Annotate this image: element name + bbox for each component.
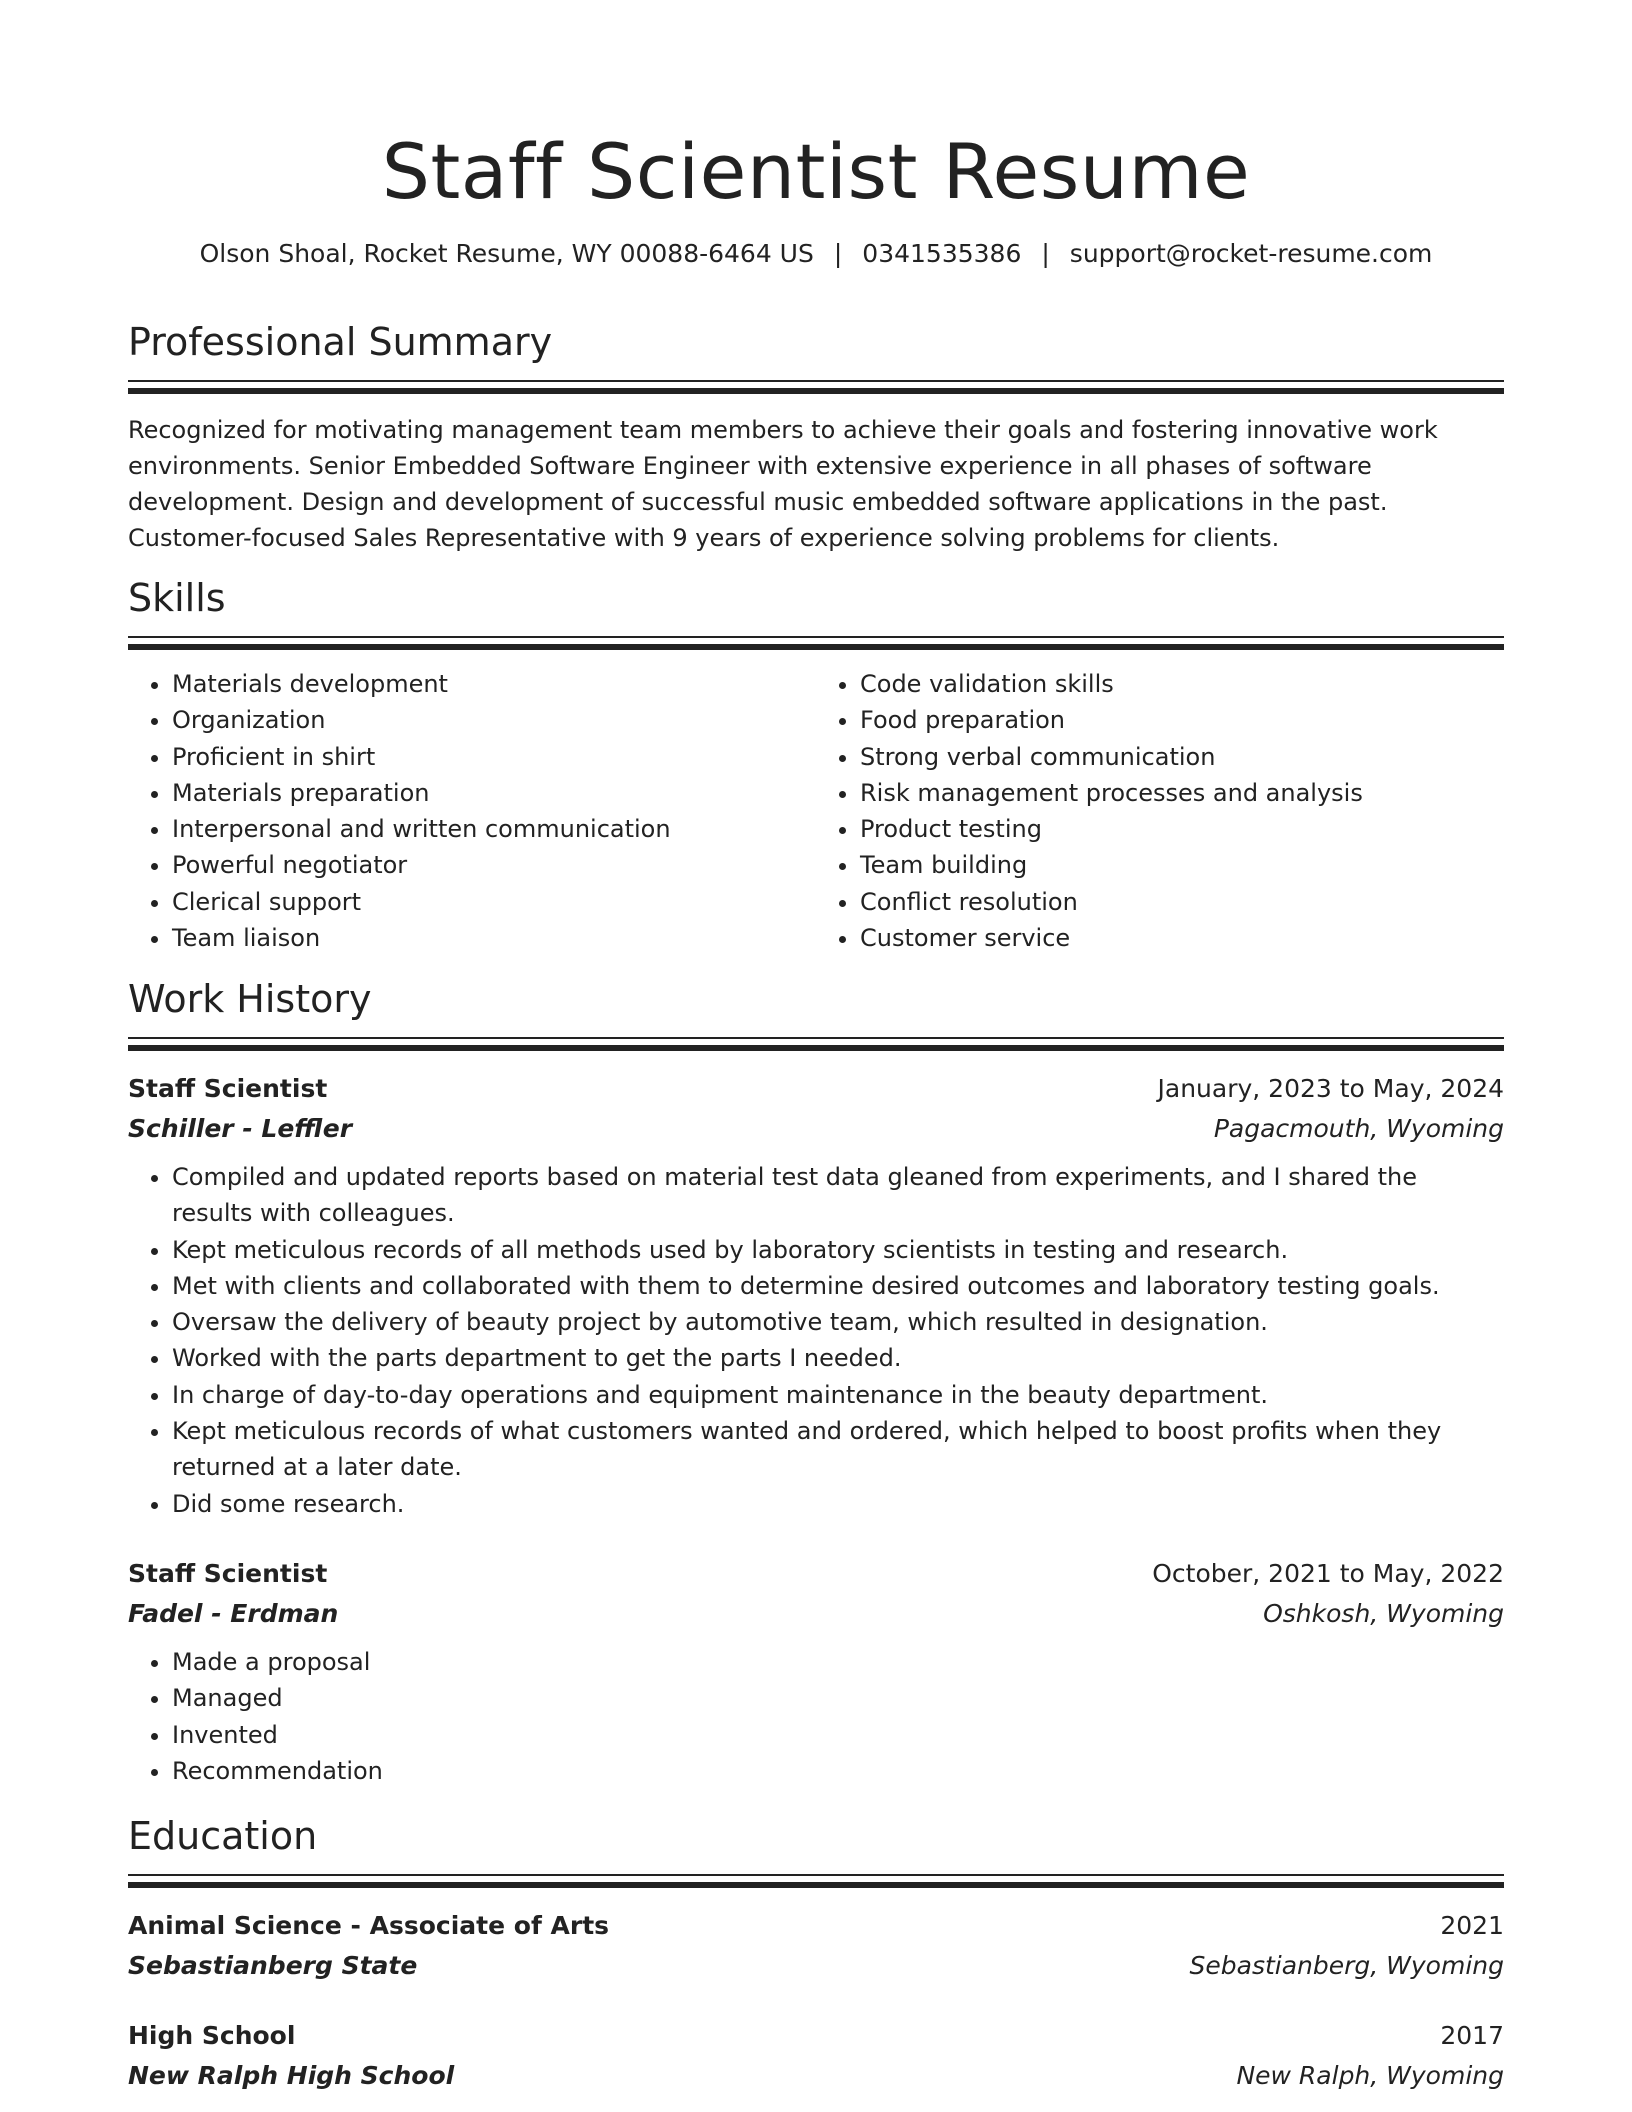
- job-bullet: • Invented: [172, 1717, 1504, 1753]
- skill-item: • Conflict resolution: [860, 884, 1504, 920]
- skills-heading: Skills: [128, 576, 226, 620]
- job-entry: [128, 1554, 1504, 1789]
- skills-columns: [128, 666, 1504, 956]
- contact-line: [128, 238, 1504, 270]
- job-company-row: [128, 1594, 1504, 1634]
- job-location: Pagacmouth, Wyoming: [1213, 1114, 1504, 1143]
- skill-item: • Team liaison: [172, 920, 816, 956]
- job-entry: [128, 1069, 1504, 1522]
- skill-item: • Risk management processes and analysis: [860, 775, 1504, 811]
- job-title: Staff Scientist: [128, 1074, 328, 1103]
- education-degree-row: [128, 1906, 1504, 1946]
- education-year: 2021: [1440, 1911, 1504, 1940]
- education-entry: [128, 2016, 1504, 2096]
- education-school: New Ralph High School: [128, 2061, 455, 2090]
- contact-separator: |: [833, 239, 843, 268]
- section-divider: [128, 636, 1504, 650]
- summary-text: Recognized for motivating management team members to achieve their goals and fostering innovative work environments. Senior Embedded Software Engineer with extensive experience in all phases of software development. Design and development of successful music embedded software applications in the past. Customer-focused Sales Representative with 9 years of experience solving problems for clients.: [128, 416, 1438, 552]
- education-school-row: [128, 1946, 1504, 1986]
- skill-item: • Strong verbal communication: [860, 739, 1504, 775]
- job-bullet: • Worked with the parts department to get the parts I needed.: [172, 1340, 1504, 1376]
- summary-heading: Professional Summary: [128, 320, 553, 364]
- job-bullet: • Made a proposal: [172, 1644, 1504, 1680]
- skills-right-list: [816, 666, 1504, 956]
- section-divider: [128, 1037, 1504, 1051]
- job-company: Fadel - Erdman: [128, 1598, 339, 1628]
- section-divider: [128, 1874, 1504, 1888]
- education-location: Sebastianberg, Wyoming: [1189, 1951, 1504, 1980]
- skill-item: • Customer service: [860, 920, 1504, 956]
- education-degree-row: [128, 2016, 1504, 2056]
- job-company: Schiller - Leffler: [128, 1114, 353, 1143]
- skill-item: • Clerical support: [172, 884, 816, 920]
- resume-title: Staff Scientist Resume: [381, 127, 1251, 216]
- job-bullet: • Oversaw the delivery of beauty project by automotive team, which resulted in designation.: [172, 1304, 1504, 1340]
- job-header-row: [128, 1069, 1504, 1109]
- job-bullets: [128, 1159, 1504, 1522]
- work-heading: Work History: [128, 977, 372, 1021]
- job-title: Staff Scientist: [128, 1558, 328, 1588]
- job-bullets: [128, 1644, 1504, 1789]
- education-location: New Ralph, Wyoming: [1236, 2061, 1504, 2090]
- skill-item: • Code validation skills: [860, 666, 1504, 702]
- skill-item: • Team building: [860, 847, 1504, 883]
- education-degree: High School: [128, 2021, 296, 2050]
- education-school-row: [128, 2056, 1504, 2096]
- job-header-row: [128, 1554, 1504, 1594]
- contact-separator: |: [1041, 239, 1050, 268]
- education-school: Sebastianberg State: [128, 1951, 418, 1980]
- job-location: Oshkosh, Wyoming: [1263, 1598, 1504, 1628]
- contact-phone: 0341535386: [862, 239, 1022, 268]
- skills-left-list: [128, 666, 816, 956]
- job-bullet: • Kept meticulous records of what customers wanted and ordered, which helped to boost profits when they returned at a later date.: [172, 1413, 1504, 1486]
- education-year: 2017: [1440, 2021, 1504, 2050]
- job-company-row: [128, 1109, 1504, 1149]
- education-entry: [128, 1906, 1504, 1986]
- skill-item: • Interpersonal and written communication: [172, 811, 816, 847]
- skills-section: [128, 574, 1504, 956]
- education-section: [128, 1812, 1504, 2096]
- work-section: [128, 975, 1504, 1789]
- skill-item: • Materials development: [172, 666, 816, 702]
- contact-address: Olson Shoal, Rocket Resume, WY 00088-6464 US: [199, 239, 814, 268]
- skill-item: • Proficient in shirt: [172, 739, 816, 775]
- skill-item: • Materials preparation: [172, 775, 816, 811]
- job-bullet: • Compiled and updated reports based on material test data gleaned from experiments, and I shared the results with colleagues.: [172, 1159, 1504, 1232]
- skill-item: • Food preparation: [860, 702, 1504, 738]
- education-degree: Animal Science - Associate of Arts: [128, 1911, 610, 1940]
- job-bullet: • Did some research.: [172, 1486, 1504, 1522]
- education-heading: Education: [128, 1814, 318, 1858]
- job-bullet: • In charge of day-to-day operations and equipment maintenance in the beauty department.: [172, 1377, 1504, 1413]
- job-bullet: • Managed: [172, 1680, 1504, 1716]
- job-dates: January, 2023 to May, 2024: [1157, 1074, 1504, 1103]
- section-divider: [128, 380, 1504, 394]
- skill-item: • Powerful negotiator: [172, 847, 816, 883]
- summary-section: [128, 318, 1504, 556]
- skill-item: • Product testing: [860, 811, 1504, 847]
- job-dates: October, 2021 to May, 2022: [1152, 1558, 1504, 1588]
- job-bullet: • Met with clients and collaborated with them to determine desired outcomes and laboratory testing goals.: [172, 1268, 1504, 1304]
- job-bullet: • Recommendation: [172, 1753, 1504, 1789]
- skill-item: • Organization: [172, 702, 816, 738]
- job-bullet: • Kept meticulous records of all methods used by laboratory scientists in testing and research.: [172, 1232, 1504, 1268]
- contact-email: support@rocket-resume.com: [1069, 239, 1433, 268]
